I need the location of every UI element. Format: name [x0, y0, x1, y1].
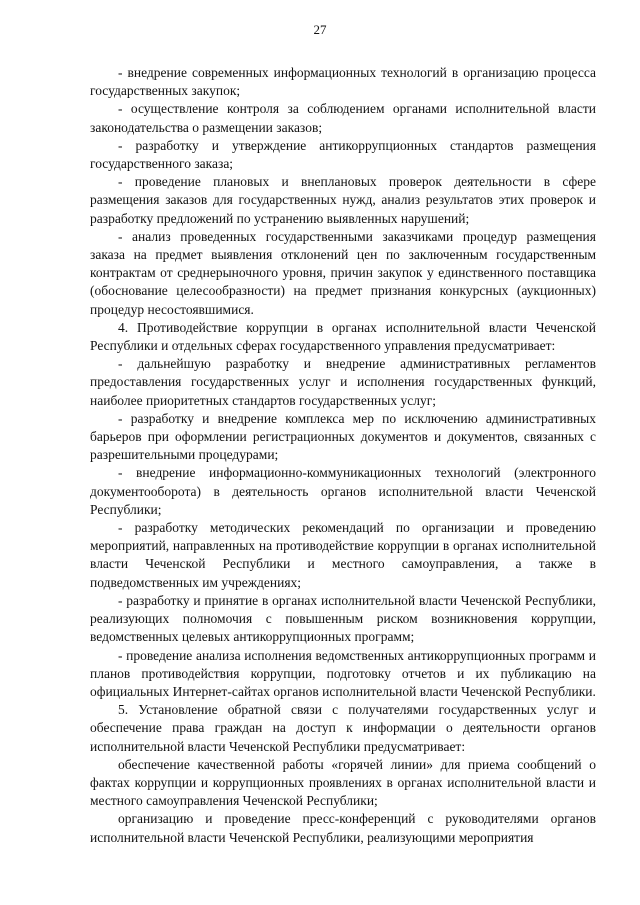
paragraph: - разработку и утверждение антикоррупционных стандартов размещения государственного заказа; — [90, 137, 596, 172]
paragraph: - проведение плановых и внеплановых проверок деятельности в сфере размещения заказов для государственных нужд, анализ результатов этих проверок и разработку предложений по устранению выявленных нарушений; — [90, 174, 596, 226]
paragraph: организацию и проведение пресс-конференций с руководителями органов исполнительной власти Чеченской Республики, реализующими мероприятия — [90, 811, 596, 845]
paragraph: - проведение анализа исполнения ведомственных антикоррупционных программ и планов противодействия коррупции, подготовку отчетов и их публикацию на официальных Интернет-сайтах органов исполнительной власти Чеченской Республики. — [90, 647, 596, 699]
paragraph: - внедрение информационно-коммуникационных технологий (электронного документооборота) в деятельность органов исполнительной власти Чеченской Республики; — [90, 465, 596, 517]
document-body — [90, 64, 596, 847]
paragraph: - разработку методических рекомендаций по организации и проведению мероприятий, направленных на противодействие коррупции в органах исполнительной власти Чеченской Республики и местного самоуправления, а также в подведомственных им учреждениях; — [90, 520, 596, 590]
paragraph: - осуществление контроля за соблюдением органами исполнительной власти законодательства о размещении заказов; — [90, 101, 596, 135]
paragraph: - разработку и принятие в органах исполнительной власти Чеченской Республики, реализующих полномочия с повышенным риском возникновения коррупции, ведомственных целевых антикоррупционных программ; — [90, 592, 596, 645]
page-number: 27 — [313, 22, 327, 37]
paragraph: - внедрение современных информационных технологий в организацию процесса государственных закупок; — [90, 65, 596, 99]
paragraph: обеспечение качественной работы «горячей линии» для приема сообщений о фактах коррупции и коррупционных проявлениях в органах исполнительной власти и местного самоуправления Чеченской Республики; — [90, 756, 596, 809]
section-heading-paragraph: 5. Установление обратной связи с получателями государственных услуг и обеспечение права граждан на доступ к информации о деятельности органов исполнительной власти Чеченской Республики предусматривает: — [90, 702, 596, 754]
paragraph: - дальнейшую разработку и внедрение административных регламентов предоставления государственных услуг и исполнения государственных функций, наиболее приоритетных стандартов государственных услуг; — [90, 356, 596, 408]
section-heading-paragraph: 4. Противодействие коррупции в органах исполнительной власти Чеченской Республики и отдельных сферах государственного управления предусматривает: — [90, 319, 596, 354]
paragraph: - разработку и внедрение комплекса мер по исключению административных барьеров при оформлении регистрационных документов и документов, связанных с разрешительными процедурами; — [90, 410, 596, 463]
paragraph: - анализ проведенных государственными заказчиками процедур размещения заказа на предмет выявления отклонений цен по заключенным государственным контрактам от среднерыночного уровня, причин закупок у единственного поставщика (обоснование целесообразности) на предмет признания конкурсных (аукционных) процедур несостоявшимися. — [90, 228, 596, 317]
